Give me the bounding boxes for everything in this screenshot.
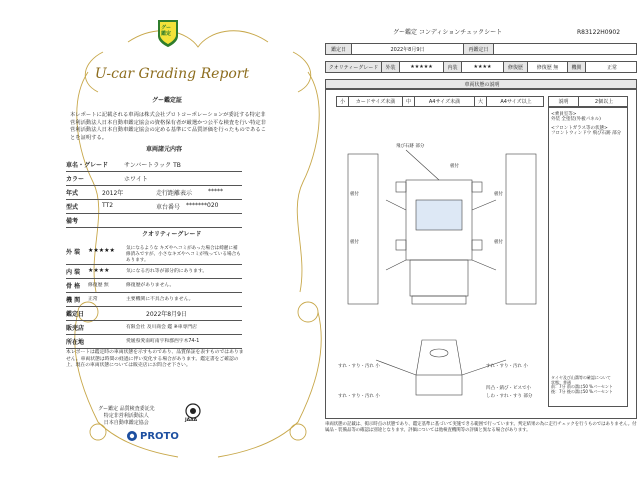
notes-header: 説明 2個以上 [548, 96, 628, 107]
report-title: U-car Grading Report [94, 66, 250, 82]
label-panel-2: 板付 [494, 192, 503, 197]
goo-badge [156, 18, 180, 48]
notice-text: 本レポートは鑑定時の車両状態を示すものであり、品質保証を表すものではありません。車両状態は時間の経過に伴い変化する場合があります。鑑定書をご確認の上、現在の車両状態については販売店にお問合せ下さい。 [66, 350, 244, 369]
label-panel-5: 板付 [450, 164, 459, 169]
quality-engine: 機 関 正常 主要機関に不具合ありません。 [66, 292, 242, 307]
sheet-title: グー鑑定 コンディションチェックシート [393, 29, 503, 36]
notes-panel [548, 107, 628, 407]
label-dent: 凹凸・錆び・ビスで小 [486, 386, 531, 391]
size-legend: 小 カードサイズ未満 中 A4サイズ未満 大 A4サイズ以上 [336, 96, 544, 107]
vehicle-diagram [346, 120, 542, 400]
label-scratch-2: すれ・すり・汚れ 小 [486, 364, 528, 369]
row-year: 年式 2012年 走行距離表示 ***** [66, 185, 242, 200]
report-subtitle: グー鑑定証 [152, 97, 183, 104]
condition-title-bar: 車両状態の説明 [325, 79, 637, 89]
row-color: カラー ホワイト [66, 171, 242, 186]
note-exterior: <乗員室等> 外装 全塗装(外板パネル) [551, 112, 601, 123]
quality-frame: 骨 格 修復歴 無 修復歴がありません。 [66, 278, 242, 293]
label-panel-3: 板付 [350, 240, 359, 245]
row-remarks: 備考 [66, 213, 242, 228]
label-panel-4: 板付 [494, 240, 503, 245]
sheet-code: R83122H0902 [577, 29, 621, 36]
row-model: 型式 TT2 車台番号 *******020 [66, 199, 242, 214]
grade-row: クオリティーグレード 外装 ★★★★★ 内装 ★★★★ 修復歴 修復歴 無 機関 正常 [325, 61, 637, 73]
proto-logo: PROTO [126, 430, 179, 442]
label-scratch-1: すれ・すり・汚れ 小 [338, 364, 380, 369]
condition-body [325, 89, 637, 419]
row-name: 車名・グレード サンバートラック TB [66, 157, 242, 172]
quality-interior: 内 装 ★★★★ 気になる汚れ等が部分的にあります。 [66, 264, 242, 279]
proto-mark-icon [126, 430, 138, 442]
jaaa-logo: JAAA [182, 402, 204, 424]
vehicle-section-title: 車両諸元内容 [146, 146, 183, 153]
info-dealer: 販売店 有限会社 及川商会 鑑 ※車専門店 [66, 320, 242, 335]
sheet-footer-note: 車両状態の記載は、掲示時点の状態であり、鑑定基準に基づいて実施できる範囲で行っています。判定結果の為に走行チェックを行うものではありません。付属品・装備品等の確認は別途となります。評価については他検査機関等の評価と異なる場合があります。 [325, 422, 637, 433]
note-tires: タイヤ及び山溝等の確認について 状態：普通 前：7分 前の溝は50 %パーセント 後：7分 後の溝は50 %パーセント [551, 375, 613, 394]
quality-section-title: クオリティーグレード [142, 231, 202, 238]
grading-certificate [66, 18, 318, 470]
condition-check-sheet [325, 30, 637, 450]
info-date: 鑑定日 2022年8月9日 [66, 306, 242, 321]
label-wrinkle: しわ・すれ・すり 部分 [486, 394, 533, 399]
label-panel-1: 板付 [350, 192, 359, 197]
footer-association: グー鑑定 品質検査委託先 特定非営利活動法人 日本自動車鑑定協会 [98, 406, 155, 426]
note-windshield: <フロントガラス等の状態> フロントウィンドウ 飛び石跡 部分 [551, 126, 622, 137]
label-chip: 飛び石跡 部分 [396, 144, 425, 149]
info-address: 所在地 愛媛県愛南町南宇和郡西宇木74-1 [66, 334, 242, 349]
badge-text: グー 鑑定 [161, 25, 172, 37]
intro-text: 本レポートに記載される車両は株式会社プロトコーポレーションが委託する特定非営利活動法人日本自動車鑑定協会の資格保有者が厳選かつ公平な検査を行い特定非営利活動法人日本自動車鑑定協会の定める基準にて品質評価を行ったものであることを証明する。 [70, 112, 266, 142]
quality-exterior: 外 装 ★★★★★ 気になるような キズやヘコミがあった場合は綺麗に補修済みですが、小さなキズやヘコミが残っている場合もあります。 [66, 244, 242, 265]
date-row: 鑑定日 2022年8月9日 再鑑定日 [325, 43, 637, 55]
label-scratch-3: すれ・すり・汚れ 小 [338, 394, 380, 399]
